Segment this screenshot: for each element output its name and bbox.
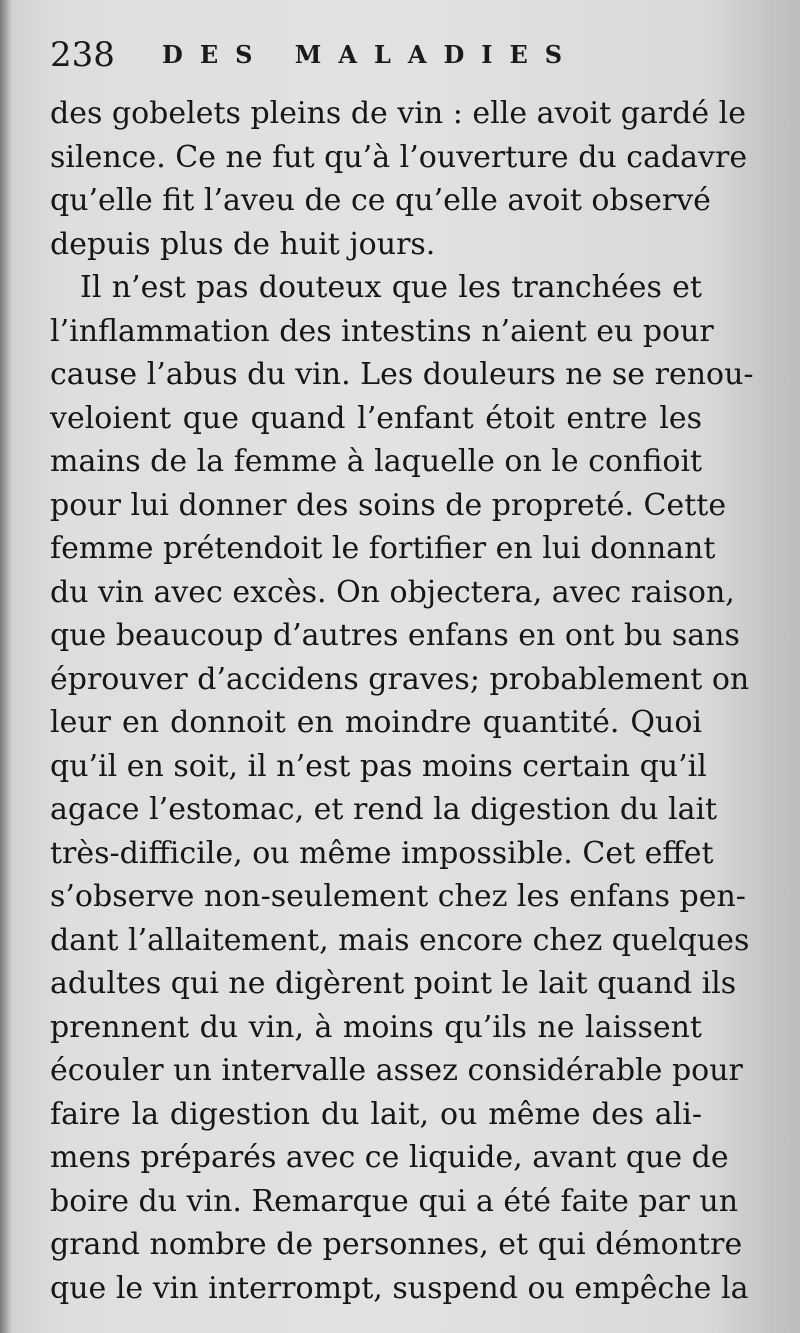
text-line: mens préparés avec ce liquide, avant que de [50, 1140, 729, 1175]
text-line: éprouver d’accidens graves; probablement on [50, 661, 750, 697]
text-line: agace l’estomac, et rend la digestion du lait [50, 792, 718, 827]
text-line: dant l’allaitement, mais encore chez quelques [50, 922, 750, 958]
text-line: du vin avec excès. On objectera, avec raison, [50, 574, 735, 610]
text-line: femme prétendoit le fortifier en lui donnant [50, 531, 716, 566]
text-line: écouler un intervalle assez considérable pour [50, 1053, 743, 1088]
text-line: leur en donnoit en moindre quantité. Quoi [50, 705, 702, 740]
text-line: cause l’abus du vin. Les douleurs ne se renou- [50, 357, 754, 392]
text-line: mains de la femme à laquelle on le confioit [50, 444, 703, 479]
text-line: silence. Ce ne fut qu’à l’ouverture du cadavre [50, 139, 748, 175]
text-line: qu’il en soit, il n’est pas moins certain qu’il [50, 748, 707, 784]
text-line: boire du vin. Remarque qui a été faite par un [50, 1183, 739, 1219]
text-line: que beaucoup d’autres enfans en ont bu sans [50, 618, 740, 653]
text-line: depuis plus de huit jours. [50, 226, 436, 262]
running-head [50, 30, 750, 80]
text-line: qu’elle fit l’aveu de ce qu’elle avoit observé [50, 183, 711, 218]
page-number: 238 [50, 35, 115, 75]
text-line: s’observe non-seulement chez les enfans pen- [50, 879, 746, 914]
text-line: Il n’est pas douteux que les tranchées et [80, 270, 702, 305]
text-line: très-difficile, ou même impossible. Cet effet [50, 835, 714, 871]
text-line: l’inflammation des intestins n’aient eu pour [50, 313, 714, 349]
text-line: des gobelets pleins de vin : elle avoit gardé le [50, 96, 746, 131]
text-line: adultes qui ne digèrent point le lait quand ils [50, 966, 737, 1001]
text-line: grand nombre de personnes, et qui démontre [50, 1227, 743, 1262]
text-line: veloient que quand l’enfant étoit entre les [50, 400, 702, 436]
running-title: DES MALADIES [162, 40, 580, 69]
text-line: prennent du vin, à moins qu’ils ne laissent [50, 1009, 702, 1045]
body-text [50, 92, 754, 1310]
page-edge-shadow [0, 0, 12, 1333]
text-line: pour lui donner des soins de propreté. Cette [50, 487, 727, 523]
text-line: que le vin interrompt, suspend ou empêche la [50, 1270, 749, 1306]
text-line: faire la digestion du lait, ou même des ali- [50, 1096, 702, 1132]
